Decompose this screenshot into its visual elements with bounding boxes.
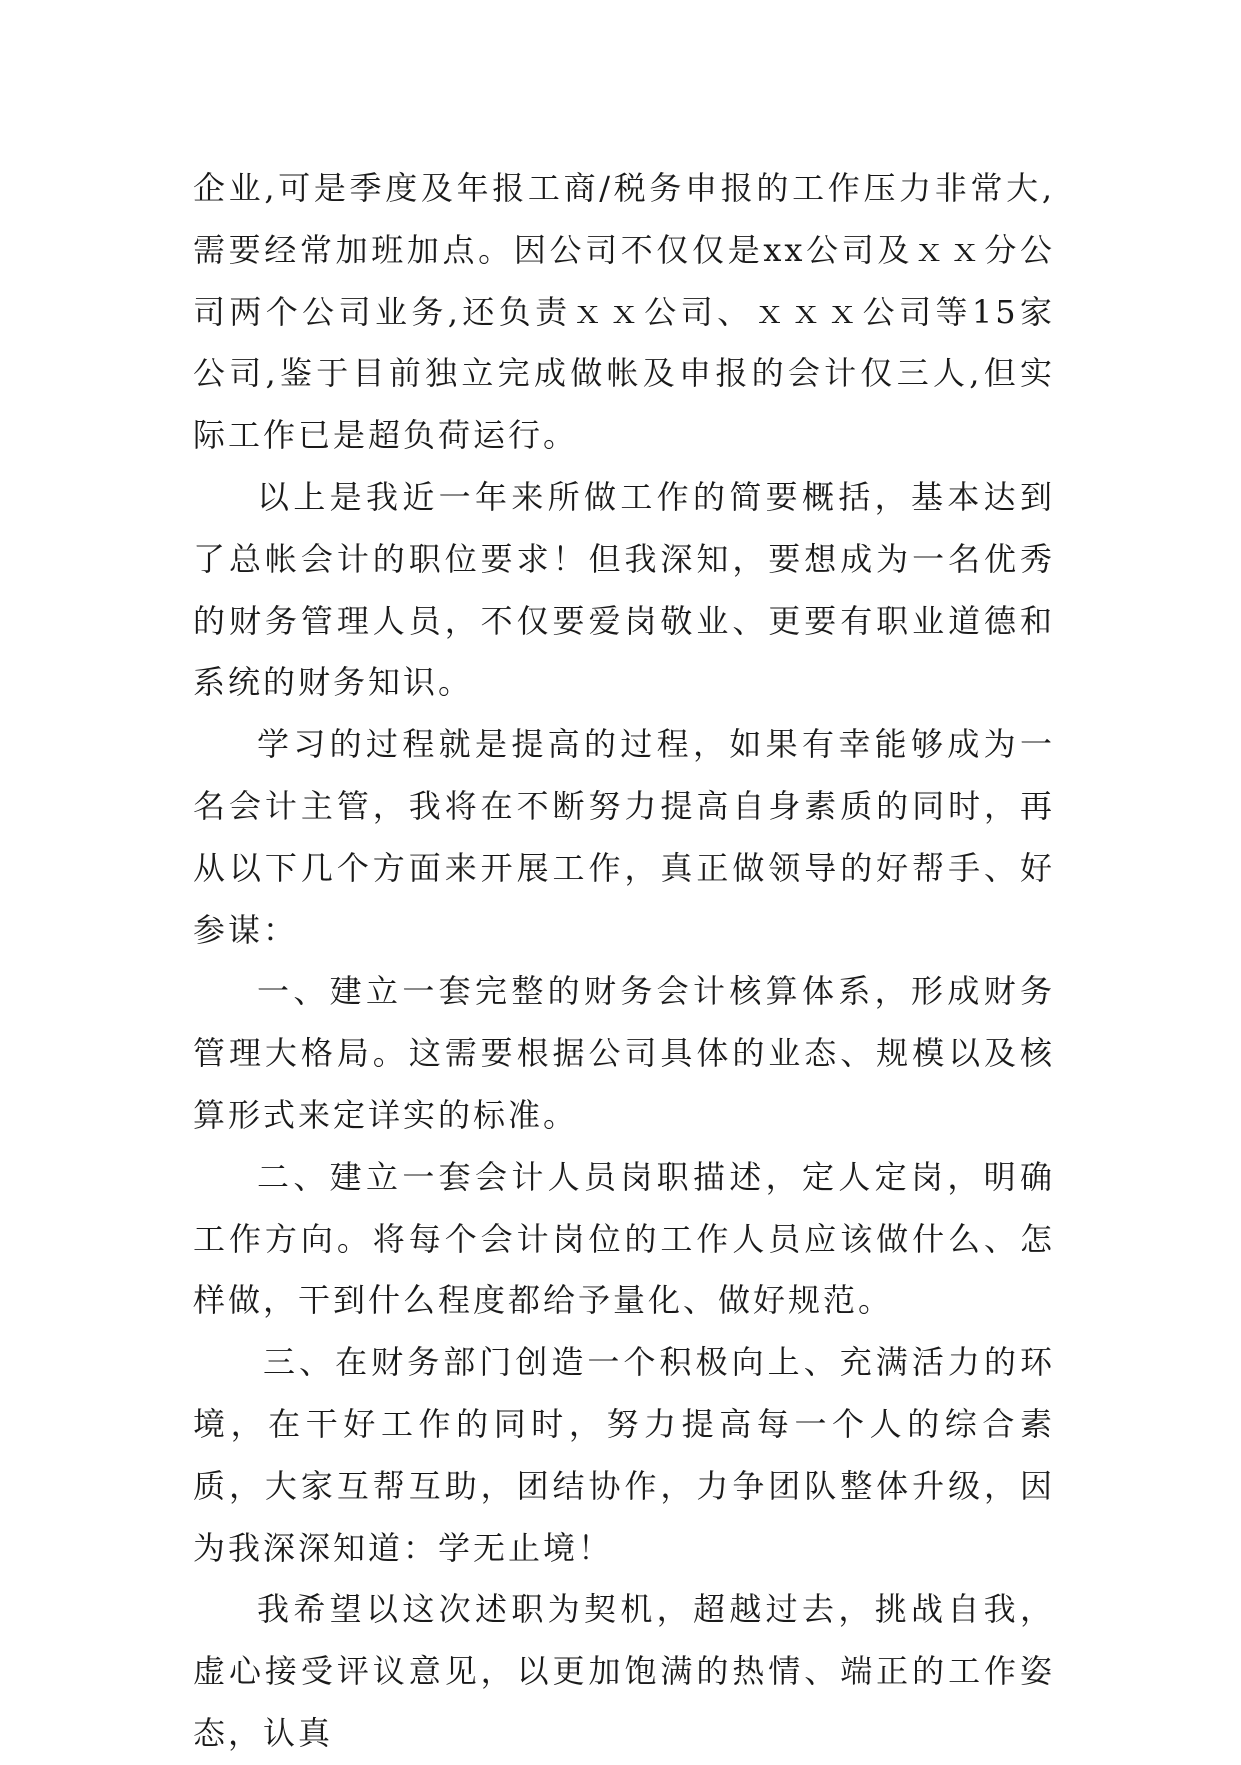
paragraph-point-one: 一、建立一套完整的财务会计核算体系，形成财务管理大格局。这需要根据公司具体的业态、规模以及核算形式来定详实的标准。: [193, 972, 1055, 1134]
paragraph-summary: 以上是我近一年来所做工作的简要概括，基本达到了总帐会计的职位要求！但我深知，要想成为一名优秀的财务管理人员，不仅要爱岗敬业、更要有职业道德和系统的财务知识。: [193, 477, 1055, 702]
document-body: [193, 158, 1055, 1765]
paragraph-workload: 企业,可是季度及年报工商/税务申报的工作压力非常大,需要经常加班加点。因公司不仅仅是xx公司及ｘｘ分公司两个公司业务,还负责ｘｘ公司、ｘｘｘ公司等15家公司,鉴于目前独立完成做帐及申报的会计仅三人,但实际工作已是超负荷运行。: [193, 169, 1055, 455]
paragraph-learning: 学习的过程就是提高的过程，如果有幸能够成为一名会计主管，我将在不断努力提高自身素质的同时，再从以下几个方面来开展工作，真正做领导的好帮手、好参谋：: [193, 725, 1055, 949]
paragraph-closing: 我希望以这次述职为契机，超越过去，挑战自我，虚心接受评议意见，以更加饱满的热情、端正的工作姿态，认真: [193, 1590, 1055, 1752]
paragraph-point-three: 三、在财务部门创造一个积极向上、充满活力的环境，在干好工作的同时，努力提高每一个人的综合素质，大家互帮互助，团结协作，力争团队整体升级，因为我深深知道：学无止境！: [193, 1343, 1055, 1567]
paragraph-point-two: 二、建立一套会计人员岗职描述，定人定岗，明确工作方向。将每个会计岗位的工作人员应该做什么、怎样做，干到什么程度都给予量化、做好规范。: [193, 1157, 1055, 1320]
